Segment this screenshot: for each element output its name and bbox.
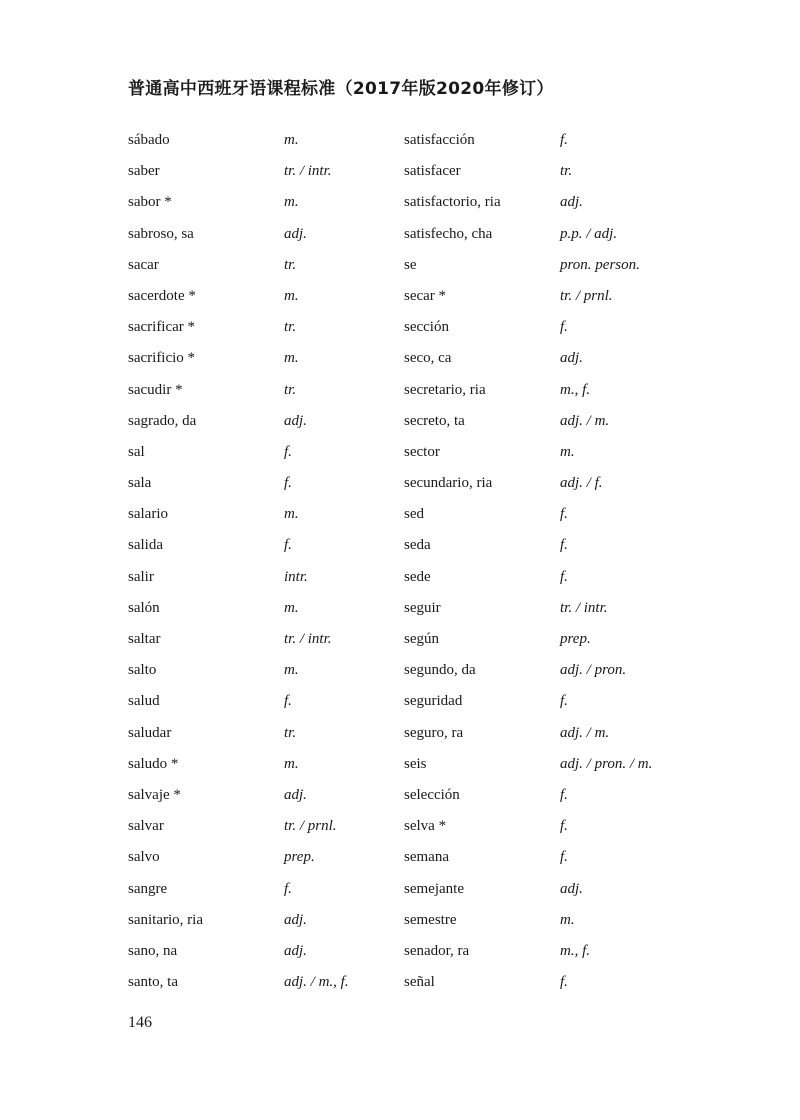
entry-word: sano, na — [128, 942, 178, 959]
entry-word: secretario, ria — [404, 381, 486, 398]
entry-part-of-speech: prep. — [284, 849, 315, 866]
entry-word: satisfactorio, ria — [404, 194, 501, 211]
entry-part-of-speech: tr. / prnl. — [560, 287, 613, 304]
vocabulary-entry — [404, 875, 652, 906]
vocabulary-entry — [404, 157, 652, 188]
entry-word: saber — [128, 163, 160, 180]
entry-part-of-speech: m. — [560, 911, 575, 928]
vocabulary-entry — [128, 469, 349, 500]
vocabulary-entry — [128, 500, 349, 531]
entry-word: sal — [128, 443, 145, 460]
vocabulary-entry — [128, 781, 349, 812]
entry-part-of-speech: adj. — [284, 412, 307, 429]
entry-word: salvaje * — [128, 786, 181, 803]
vocabulary-entry — [128, 188, 349, 219]
entry-word: sanitario, ria — [128, 911, 203, 928]
vocabulary-entry — [128, 750, 349, 781]
entry-word: sabroso, sa — [128, 225, 194, 242]
vocabulary-entry — [128, 407, 349, 438]
entry-part-of-speech: m., f. — [560, 942, 590, 959]
entry-part-of-speech: m. — [560, 443, 575, 460]
entry-part-of-speech: intr. — [284, 568, 308, 585]
vocabulary-entry — [404, 812, 652, 843]
entry-word: se — [404, 256, 417, 273]
entry-part-of-speech: f. — [284, 693, 292, 710]
vocabulary-entry — [128, 594, 349, 625]
vocabulary-entry — [404, 251, 652, 282]
vocabulary-entry — [404, 750, 652, 781]
entry-word: sacrificio * — [128, 350, 196, 367]
entry-part-of-speech: adj. / m. — [560, 412, 610, 429]
entry-part-of-speech: tr. — [284, 724, 297, 741]
vocabulary-entry — [404, 500, 652, 531]
entry-part-of-speech: tr. / intr. — [284, 631, 332, 647]
entry-word: semestre — [404, 911, 457, 928]
entry-word: señal — [404, 974, 435, 991]
entry-word: semejante — [404, 880, 464, 897]
entry-word: sección — [404, 319, 449, 336]
entry-part-of-speech: adj. / pron. — [560, 662, 627, 679]
entry-word: sala — [128, 475, 152, 492]
vocabulary-entry — [404, 188, 652, 219]
entry-part-of-speech: adj. — [560, 880, 583, 897]
entry-part-of-speech: adj. — [284, 942, 307, 959]
entry-word: sacrificar * — [128, 319, 196, 336]
vocabulary-column-left — [128, 126, 349, 999]
entry-word: satisfacción — [404, 132, 475, 148]
entry-word: saltar — [128, 631, 161, 647]
entry-word: sacar — [128, 256, 159, 273]
entry-word: según — [404, 631, 439, 647]
vocabulary-entry — [128, 220, 349, 251]
entry-part-of-speech: f. — [560, 537, 568, 554]
entry-part-of-speech: adj. / pron. / m. — [560, 755, 653, 772]
vocabulary-entry — [128, 906, 349, 937]
vocabulary-entry — [128, 282, 349, 313]
entry-word: santo, ta — [128, 974, 178, 991]
entry-part-of-speech: f. — [284, 443, 292, 460]
vocabulary-entry — [404, 531, 652, 562]
entry-word: sacerdote * — [128, 287, 196, 304]
vocabulary-entry — [128, 376, 349, 407]
entry-part-of-speech: m. — [284, 599, 299, 616]
vocabulary-entry — [128, 719, 349, 750]
vocabulary-entry — [128, 656, 349, 687]
entry-word: salón — [128, 599, 160, 616]
entry-word: salvo — [128, 849, 160, 866]
vocabulary-entry — [404, 438, 652, 469]
entry-part-of-speech: f. — [560, 568, 568, 585]
entry-word: salto — [128, 662, 157, 679]
entry-word: selección — [404, 786, 460, 803]
vocabulary-entry — [404, 625, 652, 656]
vocabulary-entry — [128, 251, 349, 282]
entry-part-of-speech: f. — [560, 974, 568, 991]
entry-part-of-speech: pron. person. — [560, 256, 640, 273]
entry-part-of-speech: m. — [284, 662, 299, 679]
entry-part-of-speech: p.p. / adj. — [560, 225, 618, 242]
entry-word: seco, ca — [404, 350, 452, 367]
entry-word: satisfacer — [404, 163, 461, 180]
entry-part-of-speech: adj. — [560, 350, 583, 367]
entry-part-of-speech: f. — [284, 475, 292, 492]
entry-word: seda — [404, 537, 431, 554]
entry-part-of-speech: adj. — [284, 786, 307, 803]
entry-part-of-speech: f. — [284, 880, 292, 897]
entry-part-of-speech: adj. — [560, 194, 583, 211]
entry-word: saludar — [128, 724, 172, 741]
vocabulary-entry — [128, 126, 349, 157]
vocabulary-entry — [128, 843, 349, 874]
entry-part-of-speech: f. — [560, 849, 568, 866]
entry-part-of-speech: f. — [560, 319, 568, 336]
entry-part-of-speech: m. — [284, 755, 299, 772]
vocabulary-entry — [404, 968, 652, 999]
vocabulary-entry — [128, 563, 349, 594]
entry-part-of-speech: prep. — [560, 631, 591, 647]
vocabulary-entry — [404, 719, 652, 750]
entry-word: salida — [128, 537, 163, 554]
entry-word: saludo * — [128, 755, 179, 772]
entry-word: sacudir * — [128, 381, 183, 398]
vocabulary-entry — [128, 687, 349, 718]
entry-word: sagrado, da — [128, 412, 197, 429]
vocabulary-entry — [404, 220, 652, 251]
entry-word: sector — [404, 443, 440, 460]
entry-part-of-speech: m. — [284, 350, 299, 367]
entry-part-of-speech: m. — [284, 132, 299, 148]
entry-word: sed — [404, 506, 424, 523]
entry-word: secundario, ria — [404, 475, 493, 492]
entry-part-of-speech: tr. / intr. — [560, 599, 608, 616]
vocabulary-entry — [128, 937, 349, 968]
entry-word: salvar — [128, 818, 164, 835]
vocabulary-entry — [128, 875, 349, 906]
vocabulary-entry — [404, 843, 652, 874]
entry-part-of-speech: adj. — [284, 911, 307, 928]
entry-part-of-speech: tr. / intr. — [284, 163, 332, 180]
entry-part-of-speech: f. — [284, 537, 292, 554]
vocabulary-entry — [404, 376, 652, 407]
vocabulary-entry — [404, 407, 652, 438]
vocabulary-entry — [128, 812, 349, 843]
entry-word: salario — [128, 506, 168, 523]
entry-word: salud — [128, 693, 160, 710]
vocabulary-entry — [128, 157, 349, 188]
entry-word: seis — [404, 755, 427, 772]
vocabulary-entry — [404, 781, 652, 812]
entry-word: sábado — [128, 132, 170, 148]
vocabulary-entry — [404, 126, 652, 157]
entry-part-of-speech: tr. — [284, 381, 297, 398]
entry-word: sabor * — [128, 194, 172, 211]
entry-part-of-speech: tr. — [284, 256, 297, 273]
entry-word: senador, ra — [404, 942, 470, 959]
entry-word: seguro, ra — [404, 724, 464, 741]
entry-word: semana — [404, 849, 449, 866]
vocabulary-entry — [404, 563, 652, 594]
entry-part-of-speech: f. — [560, 786, 568, 803]
entry-word: sede — [404, 568, 431, 585]
vocabulary-entry — [404, 469, 652, 500]
entry-word: seguridad — [404, 693, 463, 710]
entry-word: secar * — [404, 287, 447, 304]
entry-part-of-speech: f. — [560, 132, 568, 148]
vocabulary-entry — [404, 937, 652, 968]
vocabulary-entry — [404, 344, 652, 375]
entry-part-of-speech: f. — [560, 506, 568, 523]
vocabulary-entry — [128, 438, 349, 469]
entry-part-of-speech: m., f. — [560, 381, 590, 398]
vocabulary-entry — [128, 531, 349, 562]
entry-part-of-speech: f. — [560, 693, 568, 710]
entry-part-of-speech: tr. — [560, 163, 573, 180]
entry-part-of-speech: f. — [560, 818, 568, 835]
entry-word: segundo, da — [404, 662, 476, 679]
entry-word: satisfecho, cha — [404, 225, 493, 242]
vocabulary-entry — [404, 906, 652, 937]
entry-word: sangre — [128, 880, 168, 897]
entry-part-of-speech: adj. / m., f. — [284, 974, 349, 991]
entry-word: salir — [128, 568, 154, 585]
vocabulary-entry — [128, 968, 349, 999]
vocabulary-entry — [404, 594, 652, 625]
page-title: 普通高中西班牙语课程标准（2017年版2020年修订） — [128, 79, 554, 99]
entry-word: secreto, ta — [404, 412, 465, 429]
vocabulary-entry — [128, 625, 349, 656]
entry-part-of-speech: adj. / m. — [560, 724, 610, 741]
vocabulary-entry — [404, 656, 652, 687]
vocabulary-entry — [128, 313, 349, 344]
entry-part-of-speech: tr. — [284, 319, 297, 336]
entry-part-of-speech: tr. / prnl. — [284, 818, 337, 835]
entry-word: selva * — [404, 818, 447, 835]
entry-word: seguir — [404, 599, 441, 616]
entry-part-of-speech: m. — [284, 506, 299, 523]
page-number: 146 — [128, 1014, 152, 1031]
entry-part-of-speech: m. — [284, 194, 299, 211]
vocabulary-entry — [404, 313, 652, 344]
entry-part-of-speech: adj. / f. — [560, 475, 603, 492]
vocabulary-entry — [128, 344, 349, 375]
entry-part-of-speech: m. — [284, 287, 299, 304]
vocabulary-entry — [404, 282, 652, 313]
vocabulary-entry — [404, 687, 652, 718]
vocabulary-column-right — [404, 126, 652, 999]
entry-part-of-speech: adj. — [284, 225, 307, 242]
